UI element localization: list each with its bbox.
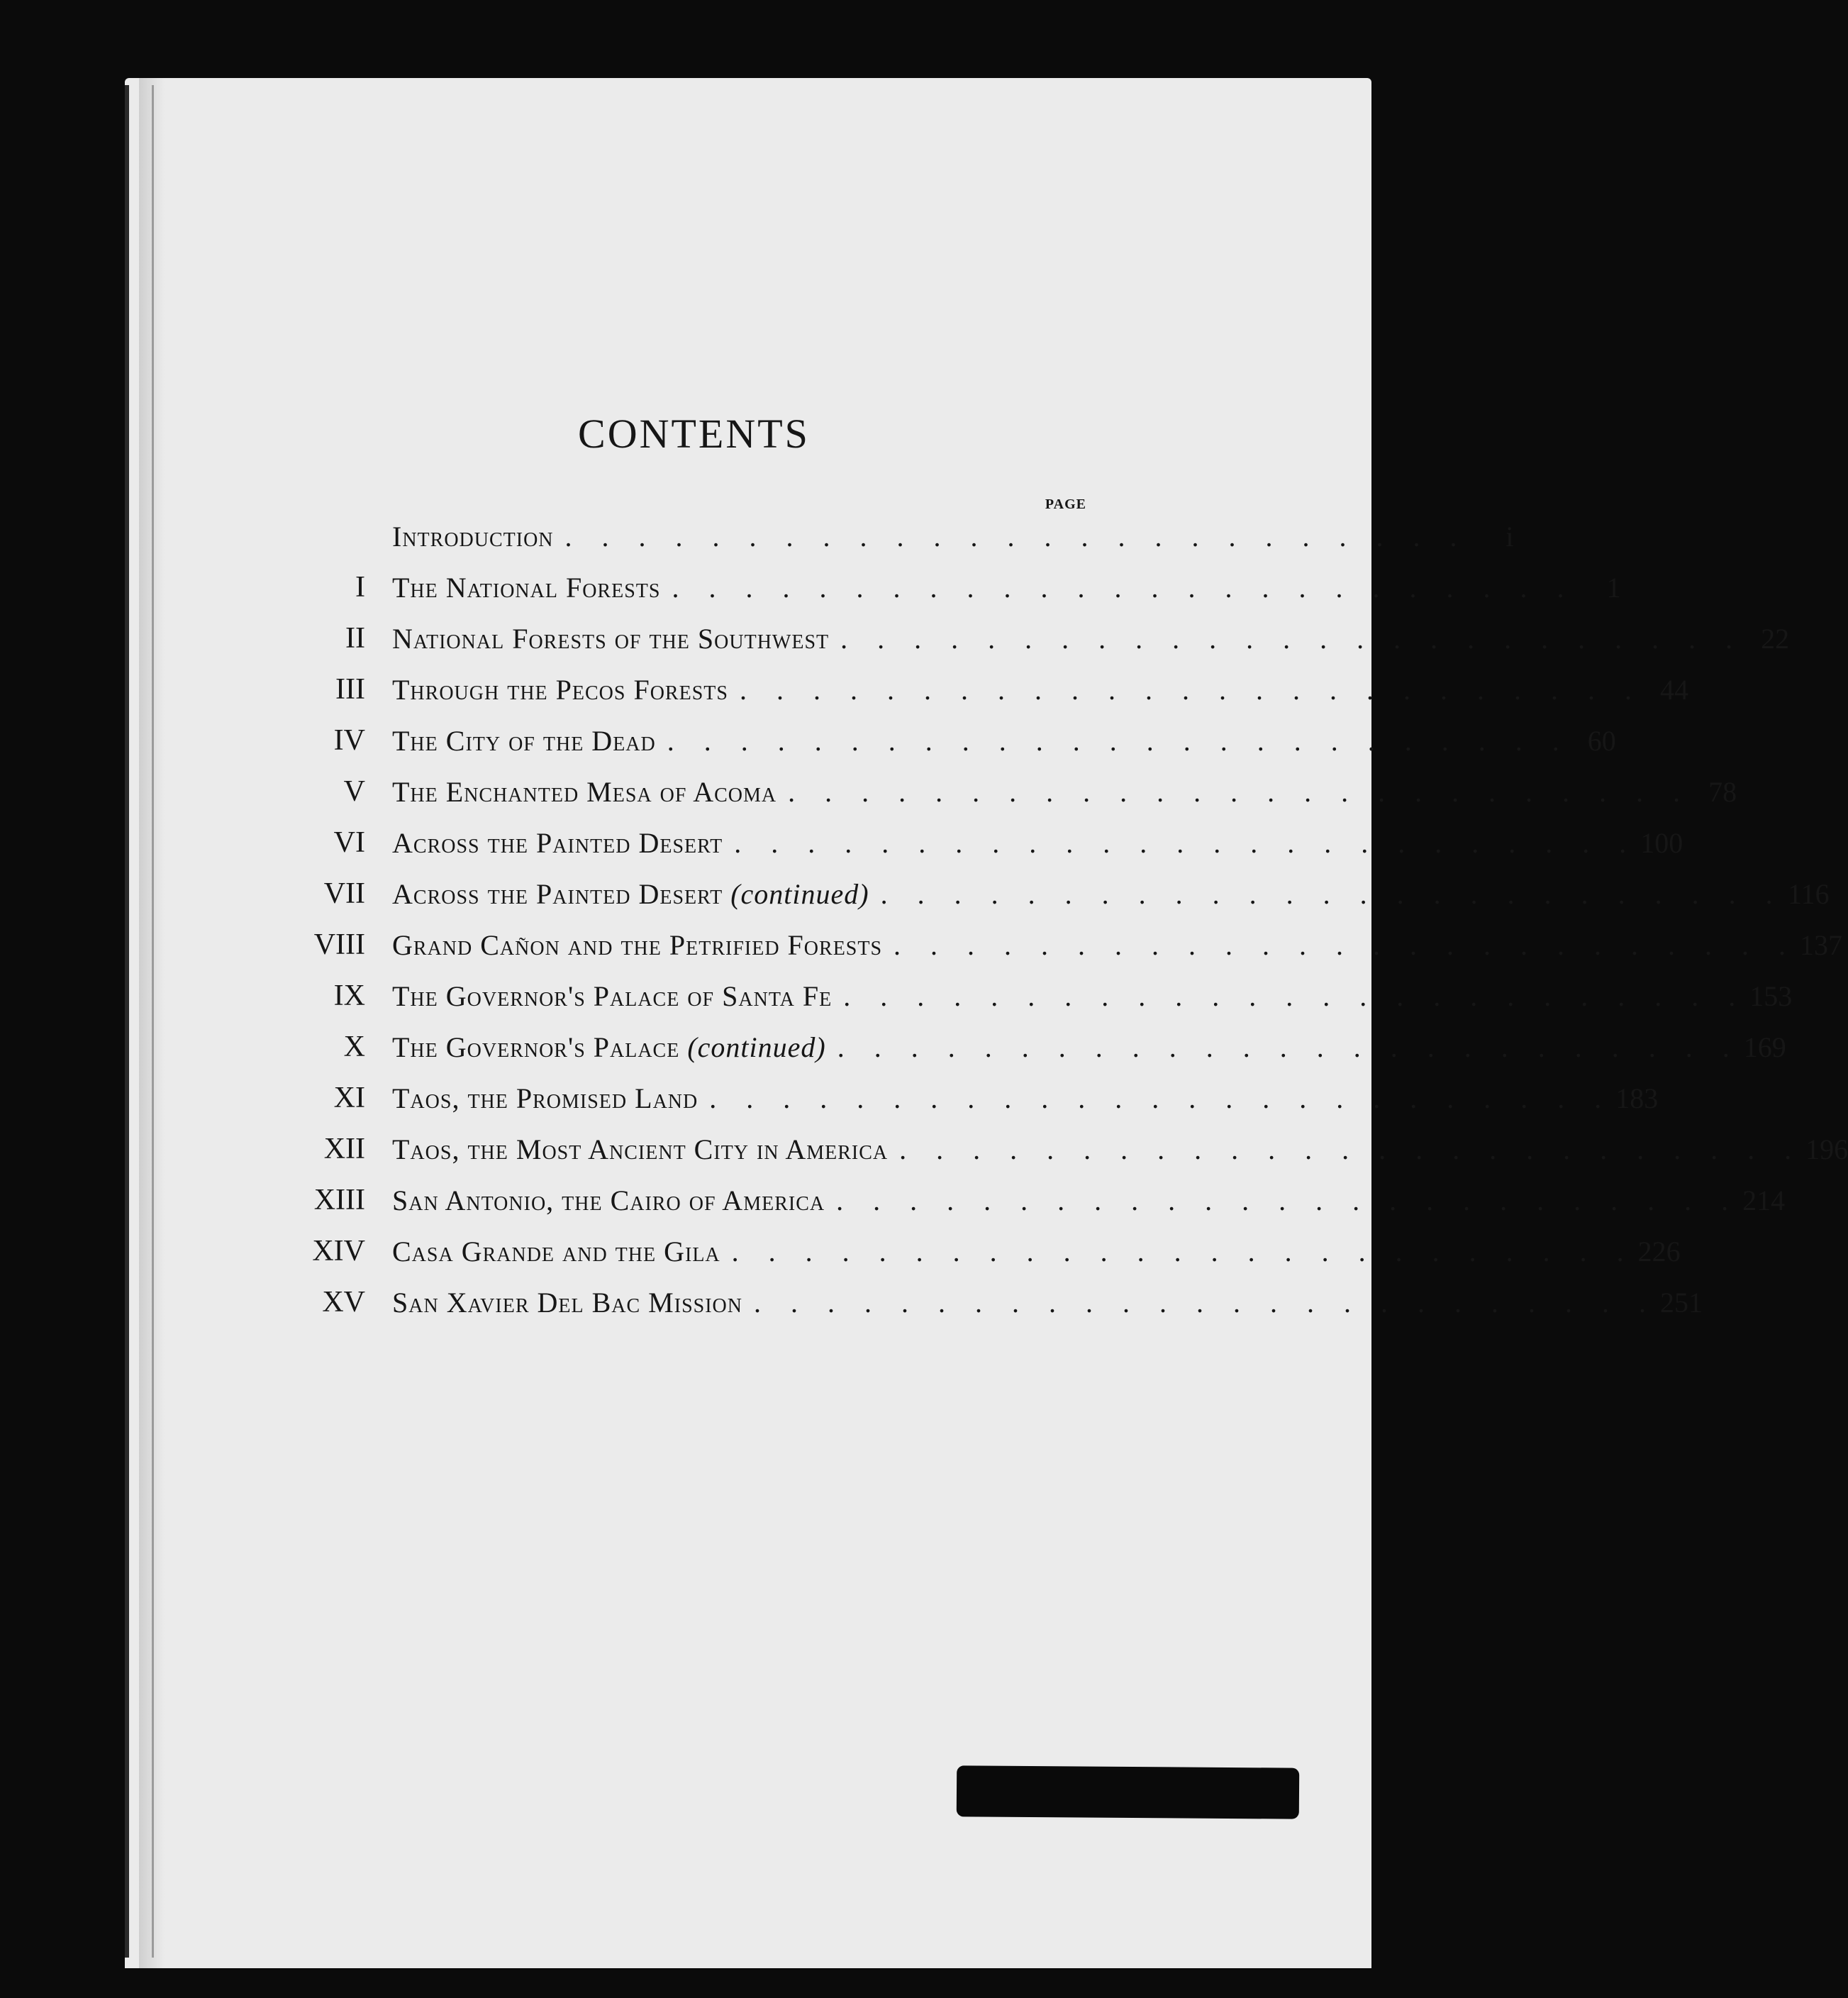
chapter-number: XV	[322, 1286, 365, 1319]
chapter-title	[392, 1235, 720, 1268]
toc-entry	[284, 1021, 1786, 1072]
chapter-number: I	[355, 571, 365, 604]
chapter-title	[392, 1031, 826, 1064]
chapter-title	[392, 877, 869, 911]
chapter-title-text: The Governor's Palace of Santa Fe	[392, 979, 833, 1012]
chapter-title	[392, 571, 660, 604]
page-number: i	[1505, 520, 1514, 553]
chapter-number: IX	[333, 979, 365, 1012]
chapter-number: VII	[323, 877, 365, 910]
leader-dots: . . . . . . . . . . . . . . . . . . . . . . . . .	[731, 1235, 1635, 1267]
page-number: 116	[1788, 877, 1830, 910]
leader-dots: . . . . . . . . . . . . . . . . . . . . . . . . .	[667, 724, 1571, 757]
chapter-title-text: Casa Grande and the Gila	[392, 1235, 720, 1267]
chapter-title	[392, 724, 656, 757]
chapter-title-text: Introduction	[392, 520, 554, 553]
redaction-bar	[957, 1765, 1299, 1819]
chapter-title	[392, 1082, 698, 1115]
chapter-title-text: Grand Cañon and the Petrified Forests	[392, 928, 883, 961]
chapter-title-text: The City of the Dead	[392, 724, 656, 757]
toc-entry	[284, 1277, 1703, 1328]
page-number: 100	[1640, 826, 1683, 859]
chapter-title-text: San Xavier Del Bac Mission	[392, 1286, 742, 1319]
toc-entry	[284, 1072, 1659, 1123]
chapter-title-text: The Enchanted Mesa of Acoma	[392, 775, 777, 808]
toc-entry	[284, 664, 1688, 715]
toc-entry	[284, 766, 1737, 817]
chapter-number: X	[343, 1031, 365, 1063]
leader-dots: . . . . . . . . . . . . . . . . . . . . . . . . .	[739, 673, 1643, 706]
chapter-title-suffix: (continued)	[730, 877, 869, 910]
toc-entry	[284, 511, 1514, 562]
page-number: 1	[1606, 571, 1621, 604]
chapter-title	[392, 928, 882, 962]
page-number: 183	[1615, 1082, 1659, 1114]
chapter-title-text: Taos, the Most Ancient City in America	[392, 1133, 889, 1165]
toc-entry	[284, 1226, 1681, 1277]
chapter-title	[392, 1286, 742, 1319]
page-number: 169	[1743, 1031, 1786, 1063]
toc-entry	[284, 562, 1621, 613]
leader-dots: . . . . . . . . . . . . . . . . . . . . . . . . .	[840, 622, 1744, 655]
chapter-title-text: National Forests of the Southwest	[392, 622, 830, 655]
chapter-title	[392, 775, 777, 809]
leader-dots: . . . . . . . . . . . . . . . . . . . . . . . . .	[564, 520, 1469, 553]
leader-dots: . . . . . . . . . . . . . . . . . . . . . . . . .	[672, 571, 1576, 604]
chapter-title-suffix: (continued)	[687, 1031, 826, 1063]
chapter-title	[392, 826, 723, 860]
toc-entry	[284, 1175, 1786, 1226]
chapter-title	[392, 673, 728, 706]
chapter-title-text: The National Forests	[392, 571, 661, 604]
chapter-number: XI	[333, 1082, 365, 1114]
page-number: 153	[1749, 979, 1793, 1012]
leader-dots: . . . . . . . . . . . . . . . . . . . . . . . . .	[843, 979, 1747, 1012]
chapter-title-text: Across the Painted Desert	[392, 826, 723, 859]
table-of-contents	[284, 511, 1848, 1328]
leader-dots: . . . . . . . . . . . . . . . . . . . . . . . . .	[836, 1184, 1740, 1216]
chapter-title	[392, 622, 829, 655]
page-number: 226	[1637, 1235, 1681, 1267]
page-number: 78	[1708, 775, 1737, 808]
page-number: 22	[1761, 622, 1790, 655]
page-column-header: PAGE	[1045, 496, 1086, 512]
chapter-title	[392, 1133, 888, 1166]
leader-dots: . . . . . . . . . . . . . . . . . . . . . . . . .	[753, 1286, 1657, 1319]
page-number: 196	[1805, 1133, 1848, 1165]
leader-dots: . . . . . . . . . . . . . . . . . . . . . . . . .	[880, 877, 1784, 910]
leader-dots: . . . . . . . . . . . . . . . . . . . . . . . . .	[899, 1133, 1803, 1165]
toc-entry	[284, 919, 1843, 970]
chapter-number: V	[343, 775, 365, 808]
leader-dots: . . . . . . . . . . . . . . . . . . . . . . . . .	[894, 928, 1798, 961]
toc-entry	[284, 1123, 1848, 1175]
chapter-number: VIII	[313, 928, 365, 961]
chapter-title-text: San Antonio, the Cairo of America	[392, 1184, 825, 1216]
toc-entry	[284, 817, 1683, 868]
leader-dots: . . . . . . . . . . . . . . . . . . . . . . . . .	[709, 1082, 1613, 1114]
toc-entry	[284, 970, 1793, 1021]
page-number: 214	[1742, 1184, 1786, 1216]
contents-heading: CONTENTS	[578, 411, 810, 457]
chapter-title	[392, 1184, 825, 1217]
chapter-number: II	[345, 622, 365, 655]
toc-entry	[284, 868, 1830, 919]
chapter-title-text: The Governor's Palace	[392, 1031, 680, 1063]
chapter-number: XII	[323, 1133, 365, 1165]
page-number: 251	[1659, 1286, 1703, 1319]
chapter-number: IV	[333, 724, 365, 757]
leader-dots: . . . . . . . . . . . . . . . . . . . . . . . . .	[788, 775, 1692, 808]
toc-entry	[284, 715, 1616, 766]
chapter-title-text: Across the Painted Desert	[392, 877, 723, 910]
chapter-title	[392, 520, 554, 553]
chapter-title-text: Through the Pecos Forests	[392, 673, 728, 706]
page-number: 44	[1659, 673, 1688, 706]
chapter-number: XIII	[313, 1184, 365, 1216]
chapter-number: III	[335, 673, 365, 706]
binding-fold	[152, 85, 154, 1958]
leader-dots: . . . . . . . . . . . . . . . . . . . . . . . . .	[837, 1031, 1741, 1063]
chapter-title	[392, 979, 832, 1013]
toc-entry	[284, 613, 1790, 664]
chapter-number: XIV	[312, 1235, 365, 1267]
binding-edge	[125, 85, 129, 1958]
chapter-title-text: Taos, the Promised Land	[392, 1082, 698, 1114]
leader-dots: . . . . . . . . . . . . . . . . . . . . . . . . .	[734, 826, 1638, 859]
page-number: 60	[1587, 724, 1616, 757]
chapter-number: VI	[333, 826, 365, 859]
page-number: 137	[1800, 928, 1843, 961]
